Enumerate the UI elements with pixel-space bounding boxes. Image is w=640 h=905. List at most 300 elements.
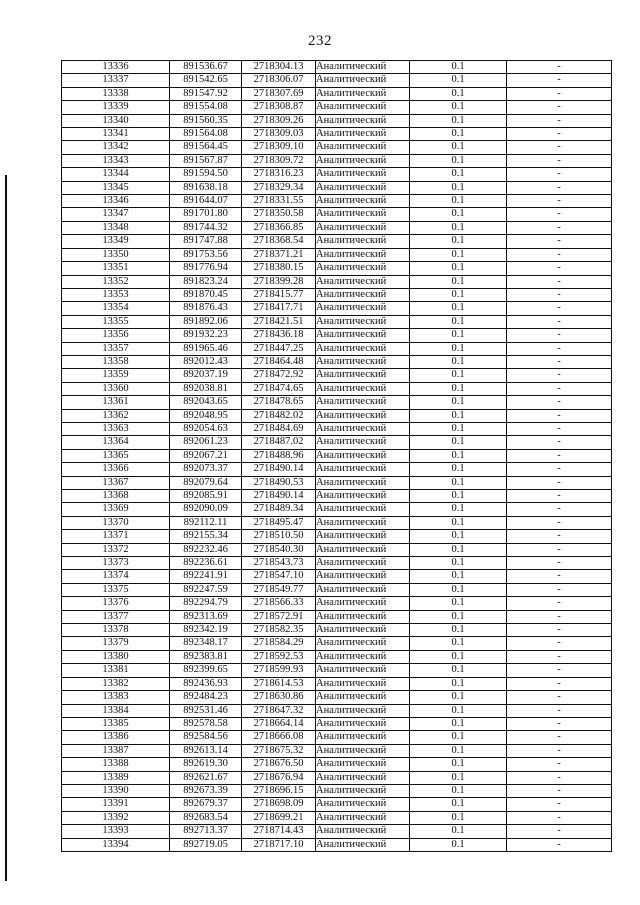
table-row <box>62 530 612 543</box>
method-cell: Аналитический <box>316 262 410 275</box>
x-coordinate-cell: 892484.23 <box>170 691 242 704</box>
error-cell: 0.1 <box>410 208 507 221</box>
table-row <box>62 248 612 261</box>
description-cell: - <box>507 825 612 838</box>
point-number-cell: 13338 <box>62 87 170 100</box>
method-cell: Аналитический <box>316 811 410 824</box>
description-cell: - <box>507 704 612 717</box>
y-coordinate-cell: 2718495.47 <box>242 516 316 529</box>
description-cell: - <box>507 61 612 74</box>
method-cell: Аналитический <box>316 369 410 382</box>
description-cell: - <box>507 543 612 556</box>
method-cell: Аналитический <box>316 516 410 529</box>
method-cell: Аналитический <box>316 61 410 74</box>
method-cell: Аналитический <box>316 771 410 784</box>
error-cell: 0.1 <box>410 784 507 797</box>
x-coordinate-cell: 892683.54 <box>170 811 242 824</box>
point-number-cell: 13357 <box>62 342 170 355</box>
method-cell: Аналитический <box>316 87 410 100</box>
error-cell: 0.1 <box>410 168 507 181</box>
method-cell: Аналитический <box>316 503 410 516</box>
page-number: 232 <box>308 33 332 49</box>
x-coordinate-cell: 892673.39 <box>170 784 242 797</box>
method-cell: Аналитический <box>316 664 410 677</box>
method-cell: Аналитический <box>316 382 410 395</box>
table-row <box>62 691 612 704</box>
y-coordinate-cell: 2718309.03 <box>242 128 316 141</box>
y-coordinate-cell: 2718676.50 <box>242 758 316 771</box>
method-cell: Аналитический <box>316 221 410 234</box>
y-coordinate-cell: 2718647.32 <box>242 704 316 717</box>
table-row <box>62 610 612 623</box>
point-number-cell: 13363 <box>62 422 170 435</box>
point-number-cell: 13379 <box>62 637 170 650</box>
method-cell: Аналитический <box>316 583 410 596</box>
table-row <box>62 463 612 476</box>
description-cell: - <box>507 74 612 87</box>
table-row <box>62 717 612 730</box>
method-cell: Аналитический <box>316 128 410 141</box>
table-row <box>62 114 612 127</box>
x-coordinate-cell: 892085.91 <box>170 490 242 503</box>
y-coordinate-cell: 2718666.08 <box>242 731 316 744</box>
error-cell: 0.1 <box>410 758 507 771</box>
description-cell: - <box>507 382 612 395</box>
point-number-cell: 13373 <box>62 557 170 570</box>
y-coordinate-cell: 2718487.02 <box>242 436 316 449</box>
y-coordinate-cell: 2718592.53 <box>242 650 316 663</box>
y-coordinate-cell: 2718421.51 <box>242 315 316 328</box>
method-cell: Аналитический <box>316 798 410 811</box>
point-number-cell: 13384 <box>62 704 170 717</box>
description-cell: - <box>507 557 612 570</box>
table-row <box>62 101 612 114</box>
method-cell: Аналитический <box>316 677 410 690</box>
description-cell: - <box>507 128 612 141</box>
x-coordinate-cell: 892012.43 <box>170 355 242 368</box>
table-row <box>62 396 612 409</box>
table-row <box>62 168 612 181</box>
description-cell: - <box>507 771 612 784</box>
description-cell: - <box>507 181 612 194</box>
point-number-cell: 13347 <box>62 208 170 221</box>
description-cell: - <box>507 798 612 811</box>
error-cell: 0.1 <box>410 570 507 583</box>
y-coordinate-cell: 2718572.91 <box>242 610 316 623</box>
error-cell: 0.1 <box>410 838 507 851</box>
error-cell: 0.1 <box>410 329 507 342</box>
method-cell: Аналитический <box>316 154 410 167</box>
description-cell: - <box>507 463 612 476</box>
y-coordinate-cell: 2718714.43 <box>242 825 316 838</box>
method-cell: Аналитический <box>316 731 410 744</box>
error-cell: 0.1 <box>410 275 507 288</box>
method-cell: Аналитический <box>316 436 410 449</box>
y-coordinate-cell: 2718490.14 <box>242 463 316 476</box>
error-cell: 0.1 <box>410 650 507 663</box>
table-row <box>62 355 612 368</box>
method-cell: Аналитический <box>316 208 410 221</box>
x-coordinate-cell: 892719.05 <box>170 838 242 851</box>
error-cell: 0.1 <box>410 128 507 141</box>
description-cell: - <box>507 717 612 730</box>
x-coordinate-cell: 892383.81 <box>170 650 242 663</box>
error-cell: 0.1 <box>410 530 507 543</box>
point-number-cell: 13336 <box>62 61 170 74</box>
description-cell: - <box>507 195 612 208</box>
table-row <box>62 516 612 529</box>
error-cell: 0.1 <box>410 396 507 409</box>
y-coordinate-cell: 2718474.65 <box>242 382 316 395</box>
y-coordinate-cell: 2718366.85 <box>242 221 316 234</box>
method-cell: Аналитический <box>316 275 410 288</box>
description-cell: - <box>507 624 612 637</box>
point-number-cell: 13348 <box>62 221 170 234</box>
description-cell: - <box>507 476 612 489</box>
x-coordinate-cell: 892531.46 <box>170 704 242 717</box>
y-coordinate-cell: 2718309.26 <box>242 114 316 127</box>
y-coordinate-cell: 2718489.34 <box>242 503 316 516</box>
method-cell: Аналитический <box>316 114 410 127</box>
description-cell: - <box>507 570 612 583</box>
error-cell: 0.1 <box>410 355 507 368</box>
x-coordinate-cell: 891547.92 <box>170 87 242 100</box>
description-cell: - <box>507 503 612 516</box>
method-cell: Аналитический <box>316 409 410 422</box>
point-number-cell: 13386 <box>62 731 170 744</box>
point-number-cell: 13345 <box>62 181 170 194</box>
error-cell: 0.1 <box>410 154 507 167</box>
table-row <box>62 141 612 154</box>
y-coordinate-cell: 2718329.34 <box>242 181 316 194</box>
table-row <box>62 637 612 650</box>
method-cell: Аналитический <box>316 543 410 556</box>
y-coordinate-cell: 2718371.21 <box>242 248 316 261</box>
x-coordinate-cell: 892241.91 <box>170 570 242 583</box>
error-cell: 0.1 <box>410 463 507 476</box>
error-cell: 0.1 <box>410 449 507 462</box>
y-coordinate-cell: 2718676.94 <box>242 771 316 784</box>
x-coordinate-cell: 892436.93 <box>170 677 242 690</box>
method-cell: Аналитический <box>316 650 410 663</box>
y-coordinate-cell: 2718316.23 <box>242 168 316 181</box>
x-coordinate-cell: 892294.79 <box>170 597 242 610</box>
x-coordinate-cell: 892232.46 <box>170 543 242 556</box>
method-cell: Аналитический <box>316 476 410 489</box>
error-cell: 0.1 <box>410 744 507 757</box>
y-coordinate-cell: 2718478.65 <box>242 396 316 409</box>
method-cell: Аналитический <box>316 248 410 261</box>
description-cell: - <box>507 87 612 100</box>
x-coordinate-cell: 892584.56 <box>170 731 242 744</box>
description-cell: - <box>507 784 612 797</box>
x-coordinate-cell: 892578.58 <box>170 717 242 730</box>
description-cell: - <box>507 248 612 261</box>
description-cell: - <box>507 369 612 382</box>
error-cell: 0.1 <box>410 543 507 556</box>
table-row <box>62 195 612 208</box>
method-cell: Аналитический <box>316 449 410 462</box>
method-cell: Аналитический <box>316 195 410 208</box>
table-row <box>62 275 612 288</box>
error-cell: 0.1 <box>410 248 507 261</box>
method-cell: Аналитический <box>316 784 410 797</box>
x-coordinate-cell: 891747.88 <box>170 235 242 248</box>
method-cell: Аналитический <box>316 624 410 637</box>
table-row <box>62 503 612 516</box>
y-coordinate-cell: 2718696.15 <box>242 784 316 797</box>
y-coordinate-cell: 2718306.07 <box>242 74 316 87</box>
error-cell: 0.1 <box>410 87 507 100</box>
point-number-cell: 13369 <box>62 503 170 516</box>
y-coordinate-cell: 2718510.50 <box>242 530 316 543</box>
point-number-cell: 13342 <box>62 141 170 154</box>
description-cell: - <box>507 396 612 409</box>
method-cell: Аналитический <box>316 758 410 771</box>
x-coordinate-cell: 891567.87 <box>170 154 242 167</box>
y-coordinate-cell: 2718482.02 <box>242 409 316 422</box>
error-cell: 0.1 <box>410 503 507 516</box>
y-coordinate-cell: 2718380.15 <box>242 262 316 275</box>
point-number-cell: 13389 <box>62 771 170 784</box>
error-cell: 0.1 <box>410 557 507 570</box>
point-number-cell: 13394 <box>62 838 170 851</box>
point-number-cell: 13350 <box>62 248 170 261</box>
table-row <box>62 128 612 141</box>
description-cell: - <box>507 235 612 248</box>
table-row <box>62 262 612 275</box>
y-coordinate-cell: 2718309.10 <box>242 141 316 154</box>
y-coordinate-cell: 2718417.71 <box>242 302 316 315</box>
table-row <box>62 436 612 449</box>
description-cell: - <box>507 691 612 704</box>
table-row <box>62 342 612 355</box>
table-row <box>62 61 612 74</box>
x-coordinate-cell: 891560.35 <box>170 114 242 127</box>
method-cell: Аналитический <box>316 422 410 435</box>
y-coordinate-cell: 2718549.77 <box>242 583 316 596</box>
margin-rule <box>5 175 7 881</box>
x-coordinate-cell: 892236.61 <box>170 557 242 570</box>
point-number-cell: 13368 <box>62 490 170 503</box>
description-cell: - <box>507 409 612 422</box>
y-coordinate-cell: 2718464.48 <box>242 355 316 368</box>
table-row <box>62 543 612 556</box>
point-number-cell: 13355 <box>62 315 170 328</box>
error-cell: 0.1 <box>410 691 507 704</box>
table-row <box>62 369 612 382</box>
x-coordinate-cell: 891776.94 <box>170 262 242 275</box>
point-number-cell: 13376 <box>62 597 170 610</box>
error-cell: 0.1 <box>410 597 507 610</box>
error-cell: 0.1 <box>410 101 507 114</box>
x-coordinate-cell: 891870.45 <box>170 288 242 301</box>
method-cell: Аналитический <box>316 101 410 114</box>
description-cell: - <box>507 302 612 315</box>
table-row <box>62 154 612 167</box>
point-number-cell: 13360 <box>62 382 170 395</box>
error-cell: 0.1 <box>410 74 507 87</box>
table-row <box>62 409 612 422</box>
point-number-cell: 13354 <box>62 302 170 315</box>
y-coordinate-cell: 2718582.35 <box>242 624 316 637</box>
point-number-cell: 13388 <box>62 758 170 771</box>
x-coordinate-cell: 891554.08 <box>170 101 242 114</box>
point-number-cell: 13383 <box>62 691 170 704</box>
y-coordinate-cell: 2718490.14 <box>242 490 316 503</box>
error-cell: 0.1 <box>410 610 507 623</box>
point-number-cell: 13344 <box>62 168 170 181</box>
description-cell: - <box>507 610 612 623</box>
table-row <box>62 758 612 771</box>
x-coordinate-cell: 892054.63 <box>170 422 242 435</box>
error-cell: 0.1 <box>410 637 507 650</box>
point-number-cell: 13378 <box>62 624 170 637</box>
description-cell: - <box>507 490 612 503</box>
x-coordinate-cell: 892621.67 <box>170 771 242 784</box>
method-cell: Аналитический <box>316 396 410 409</box>
description-cell: - <box>507 583 612 596</box>
point-number-cell: 13382 <box>62 677 170 690</box>
method-cell: Аналитический <box>316 168 410 181</box>
description-cell: - <box>507 838 612 851</box>
x-coordinate-cell: 891638.18 <box>170 181 242 194</box>
table-row <box>62 784 612 797</box>
point-number-cell: 13367 <box>62 476 170 489</box>
description-cell: - <box>507 342 612 355</box>
point-number-cell: 13359 <box>62 369 170 382</box>
table-row <box>62 221 612 234</box>
description-cell: - <box>507 650 612 663</box>
method-cell: Аналитический <box>316 597 410 610</box>
point-number-cell: 13337 <box>62 74 170 87</box>
error-cell: 0.1 <box>410 342 507 355</box>
description-cell: - <box>507 597 612 610</box>
point-number-cell: 13364 <box>62 436 170 449</box>
point-number-cell: 13351 <box>62 262 170 275</box>
table-row <box>62 798 612 811</box>
x-coordinate-cell: 891564.45 <box>170 141 242 154</box>
description-cell: - <box>507 101 612 114</box>
error-cell: 0.1 <box>410 422 507 435</box>
x-coordinate-cell: 892348.17 <box>170 637 242 650</box>
method-cell: Аналитический <box>316 637 410 650</box>
description-cell: - <box>507 758 612 771</box>
table-row <box>62 208 612 221</box>
method-cell: Аналитический <box>316 530 410 543</box>
point-number-cell: 13340 <box>62 114 170 127</box>
point-number-cell: 13371 <box>62 530 170 543</box>
description-cell: - <box>507 677 612 690</box>
error-cell: 0.1 <box>410 436 507 449</box>
y-coordinate-cell: 2718308.87 <box>242 101 316 114</box>
error-cell: 0.1 <box>410 717 507 730</box>
description-cell: - <box>507 221 612 234</box>
table-row <box>62 329 612 342</box>
error-cell: 0.1 <box>410 731 507 744</box>
x-coordinate-cell: 891876.43 <box>170 302 242 315</box>
description-cell: - <box>507 436 612 449</box>
description-cell: - <box>507 422 612 435</box>
method-cell: Аналитический <box>316 181 410 194</box>
y-coordinate-cell: 2718415.77 <box>242 288 316 301</box>
error-cell: 0.1 <box>410 288 507 301</box>
x-coordinate-cell: 892619.30 <box>170 758 242 771</box>
method-cell: Аналитический <box>316 490 410 503</box>
x-coordinate-cell: 891823.24 <box>170 275 242 288</box>
point-number-cell: 13346 <box>62 195 170 208</box>
method-cell: Аналитический <box>316 610 410 623</box>
x-coordinate-cell: 891536.67 <box>170 61 242 74</box>
x-coordinate-cell: 892155.34 <box>170 530 242 543</box>
table-row <box>62 771 612 784</box>
table-row <box>62 449 612 462</box>
table-row <box>62 288 612 301</box>
table-row <box>62 744 612 757</box>
method-cell: Аналитический <box>316 342 410 355</box>
error-cell: 0.1 <box>410 235 507 248</box>
x-coordinate-cell: 891542.65 <box>170 74 242 87</box>
x-coordinate-cell: 892613.14 <box>170 744 242 757</box>
point-number-cell: 13356 <box>62 329 170 342</box>
method-cell: Аналитический <box>316 570 410 583</box>
error-cell: 0.1 <box>410 798 507 811</box>
error-cell: 0.1 <box>410 704 507 717</box>
error-cell: 0.1 <box>410 221 507 234</box>
method-cell: Аналитический <box>316 315 410 328</box>
point-number-cell: 13349 <box>62 235 170 248</box>
point-number-cell: 13361 <box>62 396 170 409</box>
x-coordinate-cell: 891744.32 <box>170 221 242 234</box>
error-cell: 0.1 <box>410 677 507 690</box>
error-cell: 0.1 <box>410 516 507 529</box>
method-cell: Аналитический <box>316 825 410 838</box>
x-coordinate-cell: 891932.23 <box>170 329 242 342</box>
table-row <box>62 583 612 596</box>
y-coordinate-cell: 2718717.10 <box>242 838 316 851</box>
error-cell: 0.1 <box>410 114 507 127</box>
error-cell: 0.1 <box>410 262 507 275</box>
x-coordinate-cell: 892079.64 <box>170 476 242 489</box>
error-cell: 0.1 <box>410 369 507 382</box>
description-cell: - <box>507 329 612 342</box>
error-cell: 0.1 <box>410 811 507 824</box>
table-row <box>62 422 612 435</box>
point-number-cell: 13380 <box>62 650 170 663</box>
point-number-cell: 13385 <box>62 717 170 730</box>
x-coordinate-cell: 892342.19 <box>170 624 242 637</box>
error-cell: 0.1 <box>410 315 507 328</box>
description-cell: - <box>507 141 612 154</box>
y-coordinate-cell: 2718664.14 <box>242 717 316 730</box>
description-cell: - <box>507 637 612 650</box>
description-cell: - <box>507 288 612 301</box>
x-coordinate-cell: 892073.37 <box>170 463 242 476</box>
y-coordinate-cell: 2718675.32 <box>242 744 316 757</box>
y-coordinate-cell: 2718698.09 <box>242 798 316 811</box>
error-cell: 0.1 <box>410 624 507 637</box>
description-cell: - <box>507 154 612 167</box>
point-number-cell: 13353 <box>62 288 170 301</box>
x-coordinate-cell: 892048.95 <box>170 409 242 422</box>
point-number-cell: 13392 <box>62 811 170 824</box>
x-coordinate-cell: 892067.21 <box>170 449 242 462</box>
y-coordinate-cell: 2718614.53 <box>242 677 316 690</box>
x-coordinate-cell: 892038.81 <box>170 382 242 395</box>
x-coordinate-cell: 891965.46 <box>170 342 242 355</box>
method-cell: Аналитический <box>316 329 410 342</box>
y-coordinate-cell: 2718630.86 <box>242 691 316 704</box>
